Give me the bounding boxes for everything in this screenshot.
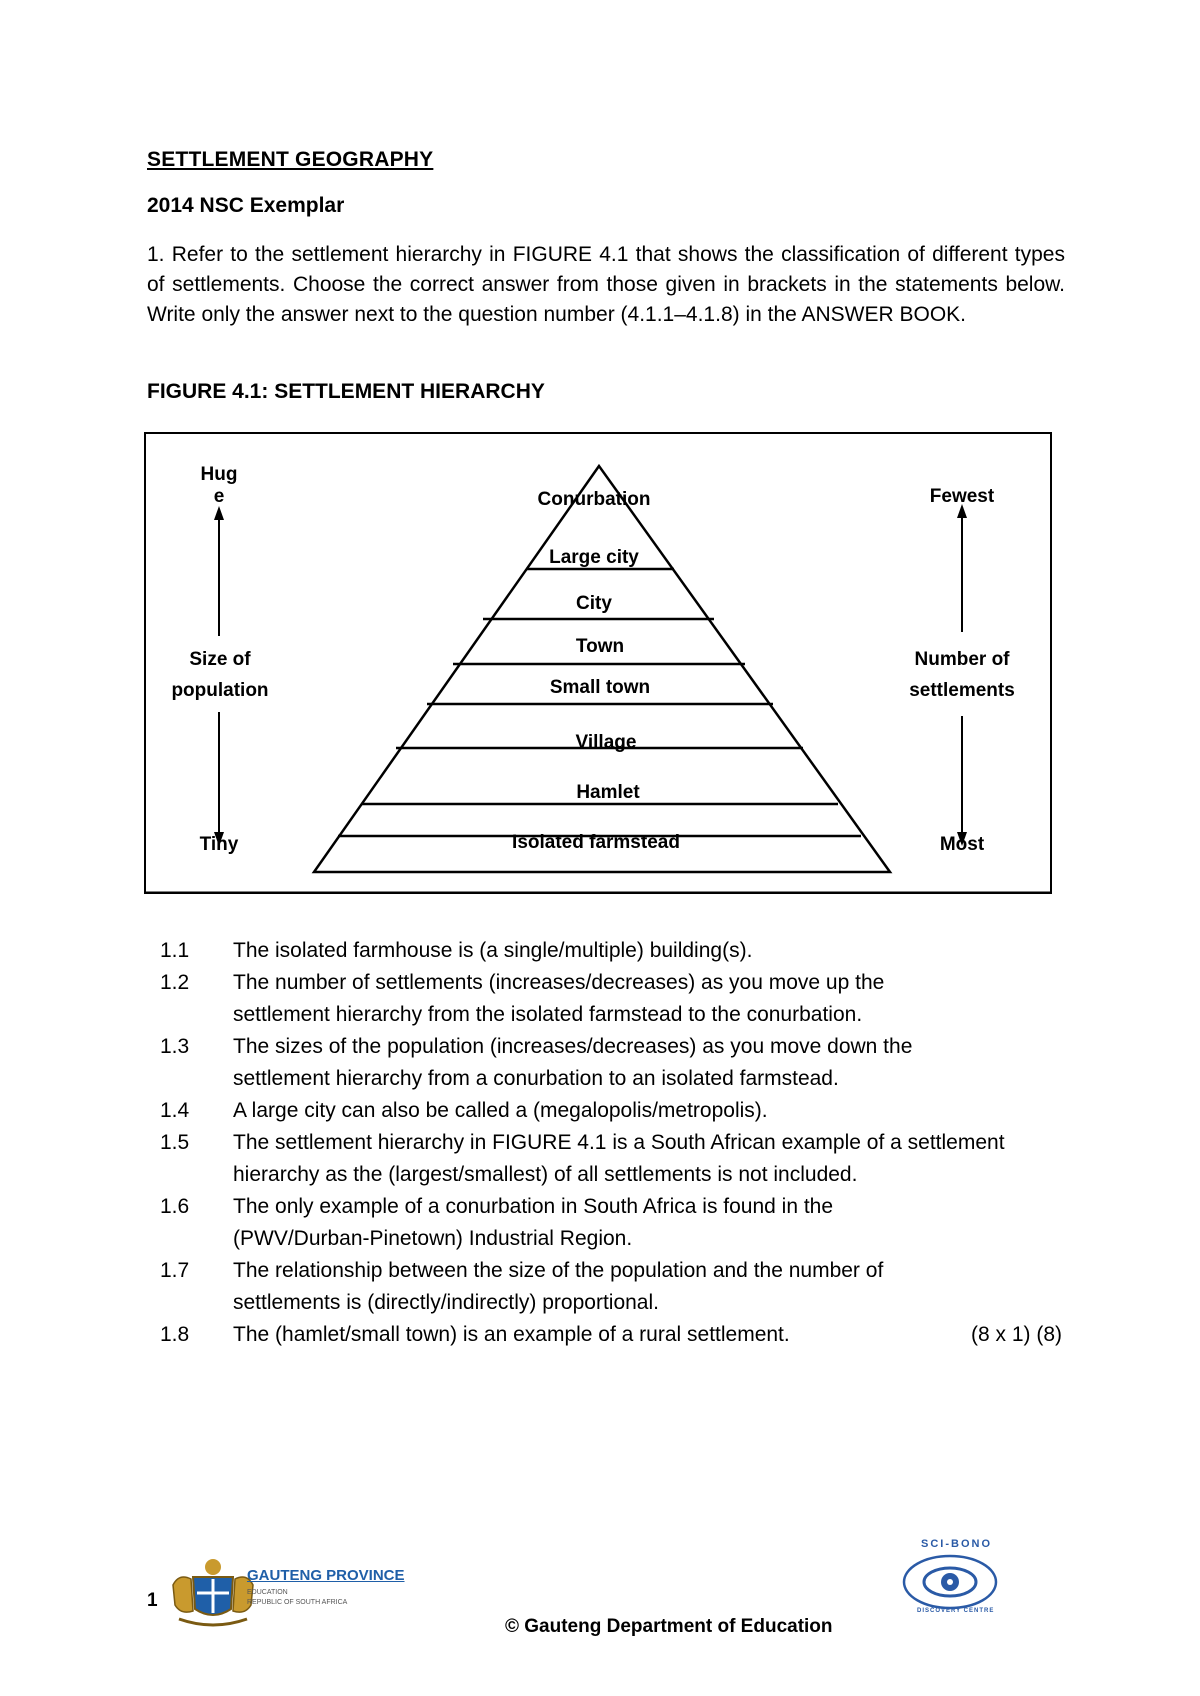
figure-title: FIGURE 4.1: SETTLEMENT HIERARCHY: [147, 380, 545, 403]
level-label: Village: [575, 732, 637, 753]
settlement-hierarchy-figure: [144, 432, 1052, 894]
left-axis-bottom-label: Tiny: [199, 834, 239, 855]
left-axis-top-label: Hug e: [200, 464, 238, 507]
gauteng-province-logo: [165, 1555, 435, 1635]
list-item: [160, 935, 1080, 967]
question-number: 1.7: [160, 1259, 190, 1282]
level-label: Large city: [549, 547, 639, 568]
question-text: The number of settlements (increases/decreases) as you move up the settlement hierarchy from the isolated farmstead to the conurbation.: [233, 971, 885, 1026]
list-item: [160, 1255, 1080, 1319]
page-number: 1: [147, 1590, 158, 1611]
level-label: Conurbation: [537, 489, 651, 510]
sci-bono-logo: [895, 1538, 1005, 1618]
arrow-up-icon: [214, 506, 224, 520]
gauteng-education: EDUCATION: [247, 1589, 288, 1596]
pyramid-outline: [314, 466, 890, 872]
right-axis-bottom-label: Most: [939, 834, 985, 855]
list-item: [160, 1319, 1080, 1351]
question-intro: 1. Refer to the settlement hierarchy in FIGURE 4.1 that shows the classification of different types of settlements. Choose the correct answer from those given in brackets in the statements below. Write only the answer next to the question number (4.1.1–4.1.8) in the ANSWER BOOK.: [147, 243, 1065, 326]
level-label: Isolated farmstead: [512, 832, 680, 853]
level-label: Small town: [549, 677, 651, 698]
sci-bono-eye-icon: [895, 1538, 1005, 1618]
list-item: [160, 967, 1080, 1031]
list-item: [160, 1031, 1080, 1095]
question-number: 1.4: [160, 1099, 190, 1122]
page-title: SETTLEMENT GEOGRAPHY: [147, 148, 434, 171]
list-item: [160, 1191, 1080, 1255]
question-text: The only example of a conurbation in South Africa is found in the (PWV/Durban-Pinetown) Industrial Region.: [233, 1195, 834, 1250]
copyright-notice: © Gauteng Department of Education: [505, 1616, 833, 1637]
gauteng-republic: REPUBLIC OF SOUTH AFRICA: [247, 1599, 348, 1606]
level-label: City: [576, 593, 612, 614]
question-text: The (hamlet/small town) is an example of a rural settlement.: [233, 1323, 790, 1346]
question-number: 1.6: [160, 1195, 190, 1218]
question-text: The relationship between the size of the population and the number of settlements is (directly/indirectly) proportional.: [233, 1259, 884, 1314]
question-text: The sizes of the population (increases/decreases) as you move down the settlement hierarchy from a conurbation to an isolated farmstead.: [233, 1035, 913, 1090]
right-axis-top-label: Fewest: [929, 486, 995, 507]
marks-total: (8 x 1) (8): [970, 1323, 1062, 1346]
left-axis-label: Size of population: [171, 649, 269, 701]
gauteng-name: GAUTENG PROVINCE: [247, 1567, 405, 1584]
right-axis-label: Number of settlements: [909, 649, 1015, 701]
list-item: [160, 1095, 1080, 1127]
sci-bono-name: SCI-BONO: [921, 1538, 992, 1550]
list-item: [160, 1127, 1080, 1191]
question-number: 1.1: [160, 939, 190, 962]
level-label: Hamlet: [576, 782, 640, 803]
question-number: 1.8: [160, 1323, 190, 1346]
question-list: [160, 935, 1080, 1351]
question-number: 1.2: [160, 971, 190, 994]
question-number: 1.5: [160, 1131, 190, 1154]
question-text: The settlement hierarchy in FIGURE 4.1 is a South African example of a settlement hierarchy as the (largest/smallest) of all settlements is not included.: [233, 1131, 1005, 1186]
question-number: 1.3: [160, 1035, 190, 1058]
sci-bono-subtitle: DISCOVERY CENTRE: [917, 1608, 995, 1614]
exam-subtitle: 2014 NSC Exemplar: [147, 194, 345, 217]
question-text: A large city can also be called a (megalopolis/metropolis).: [233, 1099, 768, 1122]
level-label: Town: [575, 636, 625, 657]
question-text: The isolated farmhouse is (a single/multiple) building(s).: [233, 939, 753, 962]
